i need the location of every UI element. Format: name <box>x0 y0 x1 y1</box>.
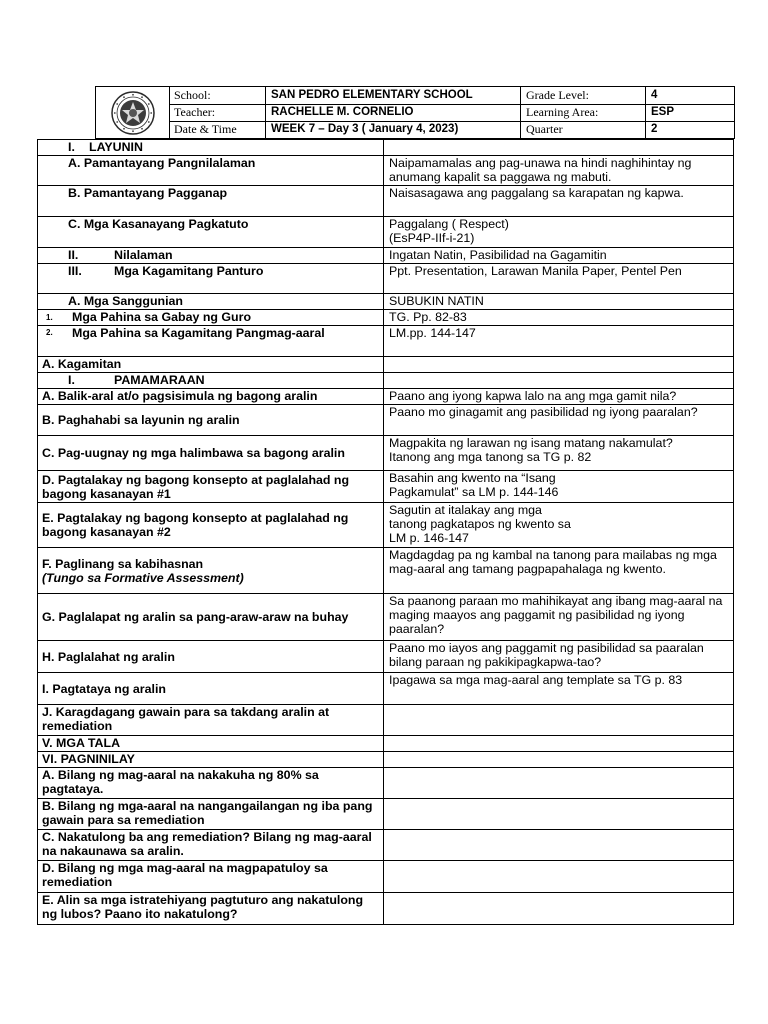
header-row-school <box>169 87 734 105</box>
row-heading: Pamantayang Pagganap <box>83 186 228 200</box>
row-content: Naisasagawa ang paggalang sa karapatan ng kapwa. <box>384 186 734 217</box>
row-heading: B. Paghahabi sa layunin ng aralin <box>38 405 384 436</box>
lesson-plan-table <box>37 139 734 925</box>
row-content: Naipamamalas ang pag-unawa na hindi naghihintay ng anumang kapalit sa paggawa ng mabuti. <box>384 156 734 186</box>
table-row <box>38 248 734 264</box>
row-content-line3: LM p. 146-147 <box>389 531 469 545</box>
row-content <box>384 705 734 736</box>
row-heading: Mga Pahina sa Gabay ng Guro <box>72 310 252 324</box>
row-content <box>384 893 734 925</box>
row-content: Sagutin at italakay ang mga <box>389 503 542 517</box>
row-content: Ppt. Presentation, Larawan Manila Paper, Pentel Pen <box>384 264 734 294</box>
table-row <box>38 752 734 768</box>
header-label: Date & Time <box>169 121 266 138</box>
table-row <box>38 310 734 326</box>
table-row <box>38 830 734 861</box>
row-heading: V. MGA TALA <box>38 736 384 752</box>
row-heading: I. Pagtataya ng aralin <box>38 673 384 705</box>
row-heading: Mga Sanggunian <box>83 294 183 308</box>
row-heading: VI. PAGNINILAY <box>38 752 384 768</box>
row-content-line2: tanong pagkatapos ng kwento sa <box>389 517 571 531</box>
row-number: II. <box>68 248 79 262</box>
row-content <box>384 830 734 861</box>
table-row <box>38 186 734 217</box>
row-heading: Nilalaman <box>114 248 173 262</box>
header-label: Learning Area: <box>521 104 646 121</box>
row-content <box>384 799 734 830</box>
header-value: 4 <box>651 89 658 101</box>
row-heading-line2: (Tungo sa Formative Assessment) <box>42 570 244 585</box>
row-number: III. <box>68 264 82 278</box>
row-number: I. <box>68 373 75 387</box>
row-content: Ipagawa sa mga mag-aaral ang template sa TG p. 83 <box>384 673 734 705</box>
row-heading: D. Pagtalakay ng bagong konsepto at paglalahad ng bagong kasanayan #1 <box>38 471 384 503</box>
row-content: Paano mo ginagamit ang pasibilidad ng iyong paaralan? <box>384 405 734 436</box>
deped-seal-icon <box>111 91 155 135</box>
table-row <box>38 294 734 310</box>
row-content <box>384 373 734 389</box>
row-content: Basahin ang kwento na “Isang <box>389 471 556 485</box>
row-heading: A. Balik-aral at/o pagsisimula ng bagong aralin <box>38 389 384 405</box>
row-content-line2: Pagkamulat” sa LM p. 144-146 <box>389 485 559 499</box>
table-row <box>38 389 734 405</box>
row-number: A. <box>68 156 81 170</box>
row-heading: A. Bilang ng mag-aaral na nakakuha ng 80% sa pagtataya. <box>38 768 384 799</box>
row-heading: C. Pag-uugnay ng mga halimbawa sa bagong aralin <box>38 436 384 471</box>
table-row <box>38 861 734 893</box>
table-row <box>38 471 734 503</box>
table-row <box>38 641 734 673</box>
row-content: Paano ang iyong kapwa lalo na ang mga gamit nila? <box>384 389 734 405</box>
table-row <box>38 217 734 248</box>
row-heading: LAYUNIN <box>89 140 143 154</box>
row-number: 2. <box>46 328 53 337</box>
school-header-table <box>95 86 735 139</box>
row-content <box>384 752 734 768</box>
row-heading: H. Paglalahat ng aralin <box>38 641 384 673</box>
header-label: Quarter <box>521 121 646 138</box>
table-row <box>38 548 734 594</box>
row-content <box>384 768 734 799</box>
table-row <box>38 156 734 186</box>
header-row-teacher <box>169 104 734 122</box>
row-heading: D. Bilang ng mga mag-aaral na magpapatuloy sa remediation <box>38 861 384 893</box>
row-content: SUBUKIN NATIN <box>384 294 734 310</box>
logo-cell <box>96 87 170 138</box>
row-content-line2: Itanong ang mga tanong sa TG p. 82 <box>389 450 592 464</box>
row-number: I. <box>68 140 75 154</box>
row-heading: F. Paglinang sa kabihasnan <box>42 556 204 571</box>
table-row <box>38 326 734 357</box>
row-content: Magpakita ng larawan ng isang matang nakamulat? <box>389 436 673 450</box>
table-row <box>38 357 734 373</box>
row-heading: E. Alin sa mga istratehiyang pagtuturo ang nakatulong ng lubos? Paano ito nakatulong? <box>38 893 384 925</box>
table-row <box>38 799 734 830</box>
table-row <box>38 594 734 641</box>
row-content <box>384 140 734 156</box>
table-row <box>38 768 734 799</box>
row-number: A. <box>68 294 81 308</box>
header-label: Teacher: <box>169 104 266 121</box>
row-heading: Mga Kagamitang Panturo <box>114 264 264 278</box>
table-row <box>38 264 734 294</box>
row-content: Magdagdag pa ng kambal na tanong para mailabas ng mga mag-aaral ang tamang pagpapahalaga ng kwento. <box>384 548 734 594</box>
row-heading: Mga Kasanayang Pagkatuto <box>83 217 249 231</box>
row-content-line2: (EsP4P-IIf-i-21) <box>389 231 475 245</box>
table-row <box>38 503 734 548</box>
row-content: Ingatan Natin, Pasibilidad na Gagamitin <box>384 248 734 264</box>
row-content: LM.pp. 144-147 <box>384 326 734 357</box>
header-value: WEEK 7 – Day 3 ( January 4, 2023) <box>266 121 521 138</box>
row-heading: A. Kagamitan <box>38 357 384 373</box>
table-row <box>38 140 734 156</box>
row-heading: Pamantayang Pangnilalaman <box>83 156 256 170</box>
table-row <box>38 705 734 736</box>
row-content: Paggalang ( Respect) <box>389 217 509 231</box>
table-row <box>38 405 734 436</box>
row-heading: J. Karagdagang gawain para sa takdang aralin at remediation <box>38 705 384 736</box>
table-row <box>38 673 734 705</box>
header-value: SAN PEDRO ELEMENTARY SCHOOL <box>266 87 521 104</box>
row-number: C. <box>68 217 81 231</box>
row-content: TG. Pp. 82-83 <box>384 310 734 326</box>
row-content <box>384 736 734 752</box>
row-content: Paano mo iayos ang paggamit ng pasibilidad sa paaralan bilang paraan ng pakikipagkapwa-tao? <box>384 641 734 673</box>
header-value: 2 <box>651 123 658 135</box>
header-value: ESP <box>651 106 675 118</box>
row-heading: E. Pagtalakay ng bagong konsepto at paglalahad ng bagong kasanayan #2 <box>38 503 384 548</box>
row-heading: C. Nakatulong ba ang remediation? Bilang ng mag-aaral na nakaunawa sa aralin. <box>38 830 384 861</box>
row-heading: PAMAMARAAN <box>114 373 205 387</box>
table-row <box>38 436 734 471</box>
row-number: 1. <box>46 313 53 322</box>
table-row <box>38 373 734 389</box>
row-content <box>384 357 734 373</box>
row-heading: B. Bilang ng mga-aaral na nangangailangan ng iba pang gawain para sa remediation <box>38 799 384 830</box>
table-row <box>38 893 734 925</box>
header-label: Grade Level: <box>521 87 646 104</box>
row-content <box>384 861 734 893</box>
row-heading: G. Paglalapat ng aralin sa pang-araw-araw na buhay <box>38 594 384 641</box>
row-content: Sa paanong paraan mo mahihikayat ang ibang mag-aaral na maging maayos ang paggamit ng pasibilidad ng iyong paaralan? <box>384 594 734 641</box>
row-heading: Mga Pahina sa Kagamitang Pangmag-aaral <box>72 326 325 340</box>
table-row <box>38 736 734 752</box>
header-label: School: <box>169 87 266 104</box>
header-row-date <box>169 121 734 138</box>
row-number: B. <box>68 186 81 200</box>
header-value: RACHELLE M. CORNELIO <box>266 104 521 121</box>
